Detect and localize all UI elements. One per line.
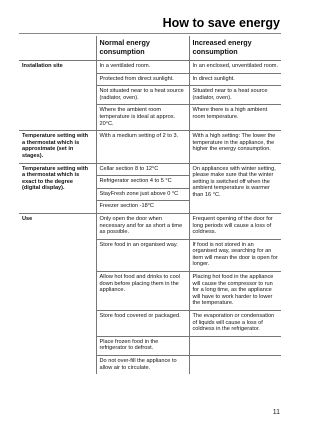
normal-cell: Cellar section 8 to 12°C	[96, 163, 189, 176]
title-divider	[19, 33, 281, 34]
increased-cell: Where there is a high ambient room temperature.	[189, 105, 281, 131]
increased-cell: With a high setting: The lower the temperature in the appliance, the higher the energy consumption.	[189, 131, 281, 163]
table-row	[19, 131, 281, 163]
increased-cell: Frequent opening of the door for long periods will cause a loss of coldness.	[189, 213, 281, 239]
category-installation-site: Installation site	[19, 61, 96, 131]
normal-cell: Store food covered or packaged.	[96, 311, 189, 337]
normal-cell: Place frozen food in the refrigerator to defrost.	[96, 336, 189, 355]
increased-cell	[189, 336, 281, 355]
normal-cell: Freezer section -18°C	[96, 201, 189, 214]
normal-cell: Do not over-fill the appliance to allow air to circulate.	[96, 356, 189, 375]
header-normal: Normal energy consumption	[96, 36, 189, 61]
table-row	[19, 61, 281, 74]
normal-cell: Protected from direct sunlight.	[96, 73, 189, 86]
normal-cell: In a ventilated room.	[96, 61, 189, 74]
normal-cell: Where the ambient room temperature is ideal at approx. 20°C.	[96, 105, 189, 131]
header-category	[19, 36, 96, 61]
normal-cell: Refrigerator section 4 to 5 °C	[96, 176, 189, 189]
increased-cell: Situated near to a heat source (radiator, oven).	[189, 86, 281, 105]
increased-cell: The evaporation or condensation of liquids will cause a loss of coldness in the refrigerator.	[189, 311, 281, 337]
normal-cell: Only open the door when necessary and for as short a time as possible.	[96, 213, 189, 239]
header-increased: Increased energy consumption	[189, 36, 281, 61]
normal-cell: Store food in an organised way.	[96, 239, 189, 271]
category-approximate-thermostat: Temperature setting with a thermostat which is approximate (set in stages).	[19, 131, 96, 163]
energy-table	[19, 36, 281, 374]
increased-cell: Placing hot food in the appliance will cause the compressor to run for a long time, as the appliance will have to work harder to lower the temperature.	[189, 272, 281, 311]
page-title: How to save energy	[162, 16, 280, 30]
table-header-row	[19, 36, 281, 61]
normal-cell: Allow hot food and drinks to cool down before placing them in the appliance.	[96, 272, 189, 311]
table-row	[19, 163, 281, 176]
normal-cell: StayFresh zone just above 0 °C	[96, 188, 189, 201]
increased-cell: In direct sunlight.	[189, 73, 281, 86]
category-use: Use	[19, 213, 96, 374]
page-number: 11	[272, 409, 280, 416]
increased-cell: If food is not stored in an organised way, searching for an item will mean the door is open for longer.	[189, 239, 281, 271]
table-row	[19, 213, 281, 239]
increased-cell: In an enclosed, unventilated room.	[189, 61, 281, 74]
normal-cell: Not situated near to a heat source (radiator, oven).	[96, 86, 189, 105]
increased-cell: On appliances with winter setting, please make sure that the winter setting is switched off when the ambient temperature is warmer than 16 °C.	[189, 163, 281, 213]
increased-cell	[189, 356, 281, 375]
normal-cell: With a medium setting of 2 to 3.	[96, 131, 189, 163]
category-exact-thermostat: Temperature setting with a thermostat which is exact to the degree (digital display).	[19, 163, 96, 213]
